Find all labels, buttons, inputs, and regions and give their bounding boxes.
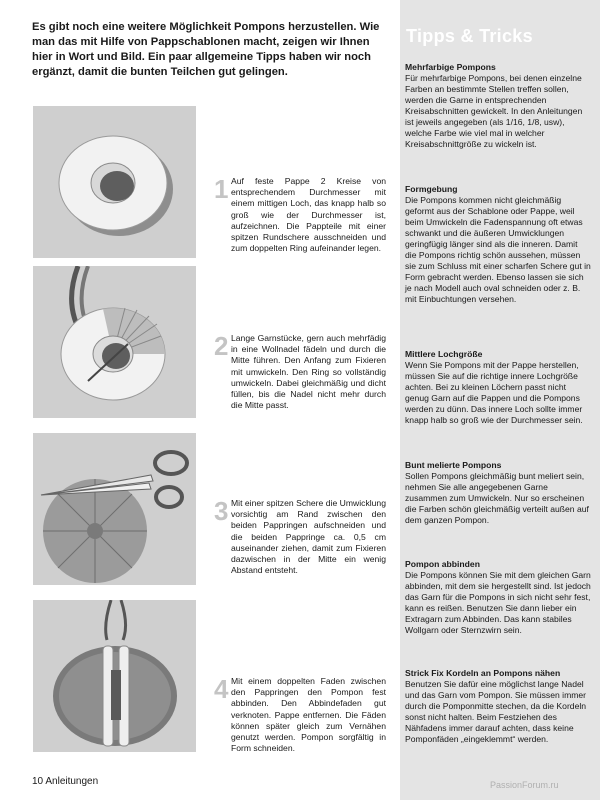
tip-body: Für mehrfarbige Pompons, bei denen einzelne Farben an bestimmte Stellen treffen sollen, werden die Garne in entsprechenden Kreisabschnitten gewickelt. In den Anleitungen ist jeweils angegeben (als 1/16, 1/8, usw), welche Farbe wie viel mal in welcher Kreisabschnittgröße zu wickeln ist. xyxy=(405,73,583,149)
step-number: 1 xyxy=(214,174,229,204)
tied-pompon-illustration xyxy=(33,600,196,752)
intro-paragraph: Es gibt noch eine weitere Möglichkeit Pompons herzustellen. Wie man das mit Hilfe von Pappschablonen macht, zeigen wir Ihnen hier in Wort und Bild. Ein paar allgemeine Tipps haben wir noch ergänzt, damit die bunten Teilchen gut gelingen. xyxy=(32,21,380,78)
tip-body: Sollen Pompons gleichmäßig bunt meliert sein, nehmen Sie alle angegebenen Garne zusammen zum Umwickeln. Nur so erscheinen die Farben schön gleichmäßig verteilt außen auf dem ganzen Pompon. xyxy=(405,471,589,525)
tip-heading: Mittlere Lochgröße xyxy=(405,349,483,359)
section-name: Anleitungen xyxy=(45,776,99,787)
step-1 xyxy=(214,176,386,254)
watermark: PassionForum.ru xyxy=(490,780,559,790)
step-number: 4 xyxy=(214,674,229,704)
tip-heading: Mehrfarbige Pompons xyxy=(405,62,496,72)
tip-body: Benutzen Sie dafür eine möglichst lange Nadel und das Garn vom Pompon. Sie müssen immer durch die Pomponmitte stechen, da die Kordeln sonst nicht halten. Beim Festziehen des Nähfadens immer darauf achten, dass keine Pomponfäden „eingeklemmt“ werden. xyxy=(405,679,587,744)
step-text: Lange Garnstücke, gern auch mehrfädig in eine Wollnadel fädeln und durch die Mitte führen. Den Anfang zum Fixieren mit umwickeln. Den Ring so vollständig umwickeln. Dabei gleichmäßig und dicht füllen, bis die Nadel nicht mehr durch die Mitte passt. xyxy=(231,333,386,411)
figure-cardboard-rings xyxy=(33,106,196,258)
tip-heading: Bunt melierte Pompons xyxy=(405,460,502,470)
step-number: 3 xyxy=(214,496,229,526)
step-2 xyxy=(214,333,386,411)
wrapping-ring-illustration xyxy=(33,266,196,418)
sidebar-title: Tipps & Tricks xyxy=(406,26,533,46)
tip-hole-size xyxy=(405,349,591,426)
tip-heading: Formgebung xyxy=(405,184,458,194)
tip-multicolor xyxy=(405,62,591,150)
step-text: Mit einem doppelten Faden zwischen den Pappringen den Pompon fest abbinden. Den Abbindefaden gut verknoten. Pappe entfernen. Die Fäden können später gleich zum Vernähen genutzt werden. Pompon sorgfältig in Form schneiden. xyxy=(231,676,386,754)
figure-cutting-scissors xyxy=(33,433,196,585)
tip-heading: Strick Fix Kordeln an Pompons nähen xyxy=(405,668,561,678)
tip-mottled xyxy=(405,460,591,526)
tip-tying xyxy=(405,559,591,636)
tip-body: Wenn Sie Pompons mit der Pappe herstellen, müssen Sie auf die richtige innere Lochgröße achten. Bei zu kleinen Löchern passt nicht genug Garn auf die Pappen und die Pompons werden zu dünn. Das innere Loch sollte immer knapp halb so groß wie der Durchmesser sein. xyxy=(405,360,583,425)
step-4 xyxy=(214,676,386,754)
page-number: 10 xyxy=(32,776,44,787)
step-number: 2 xyxy=(214,331,229,361)
cardboard-rings-illustration xyxy=(33,106,196,258)
tip-heading: Pompon abbinden xyxy=(405,559,480,569)
tips-sidebar xyxy=(400,0,600,800)
tip-cords xyxy=(405,668,591,745)
step-text: Auf feste Pappe 2 Kreise von entsprechendem Durchmesser mit einem mittigen Loch, das knapp halb so groß wie der Durchmesser ist, aufzeichnen. Die Pappteile mit einer spitzen Rundschere ausschneiden und zum doppelten Ring aufeinander legen. xyxy=(231,176,386,254)
figure-tied-pompon xyxy=(33,600,196,752)
tip-body: Die Pompons kommen nicht gleichmäßig geformt aus der Schablone oder Pappe, weil beim Umwickeln die Fadenspannung oft etwas schwankt und die äußeren Umwicklungen geringfügig länger sind als die inneren. Damit die Pompons richtig schön aussehen, müssen sie zum Schluss mit einer scharfen Schere gut in Form gebracht werden. Ebenso lassen sie sich je nach Modell auch oval schneiden oder z. B. mit Einbuchtungen versehen. xyxy=(405,195,591,304)
page-footer xyxy=(32,776,98,787)
tip-shaping xyxy=(405,184,591,305)
cutting-scissors-illustration xyxy=(33,433,196,585)
step-3 xyxy=(214,498,386,576)
tip-body: Die Pompons können Sie mit dem gleichen Garn abbinden, mit dem sie hergestellt sind. Ist jedoch das Garn für die Pompons in sich nicht sehr fest, kann es reißen. Benutzen Sie dann lieber ein Extragarn zum Abbinden. Das kann stabiles Wollgarn oder Sternzwirn sein. xyxy=(405,570,591,635)
step-text: Mit einer spitzen Schere die Umwicklung vorsichtig am Rand zwischen den beiden Pappringen aufschneiden und die beiden Pappringe ca. 0,5 cm auseinander ziehen, damit zum Fixieren dazwischen in der Mitte ein wenig Abstand entsteht. xyxy=(231,498,386,576)
figure-wrapping-ring xyxy=(33,266,196,418)
